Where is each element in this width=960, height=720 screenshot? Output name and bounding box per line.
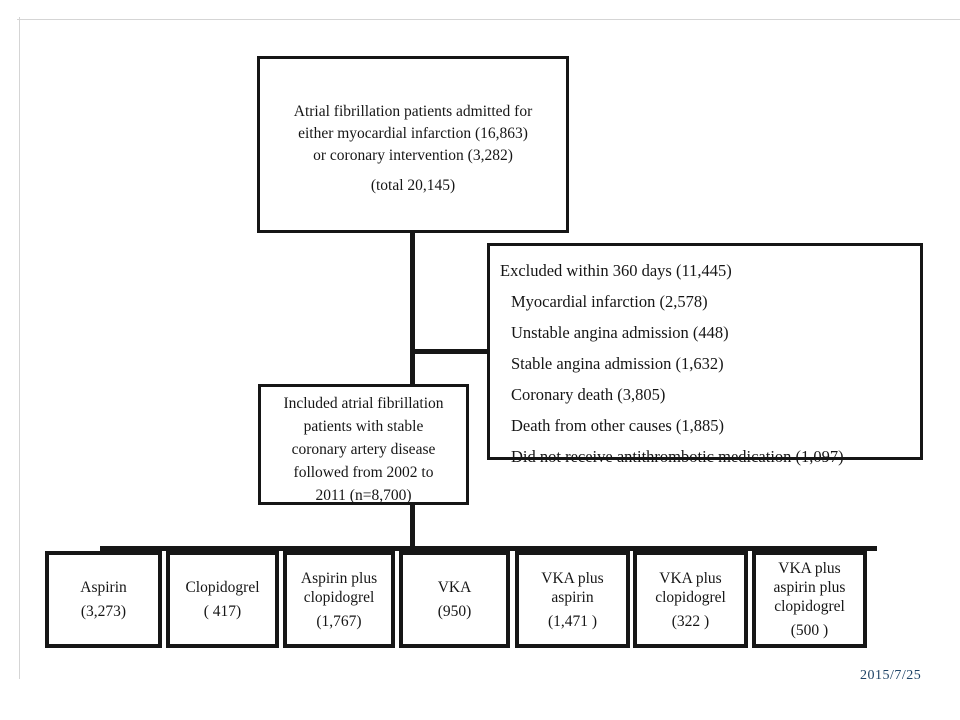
treatment-box-aspirin-clopidogrel [283, 551, 395, 648]
slide-frame-left-border [19, 17, 20, 679]
included-box [258, 384, 469, 505]
excluded-item: Stable angina admission (1,632) [511, 354, 724, 373]
admitted-patients-box [257, 56, 569, 233]
treatment-name: VKA plus aspirin [541, 569, 604, 606]
admitted-line: or coronary intervention (3,282) [313, 147, 513, 164]
treatment-box-vka [399, 551, 510, 648]
slide-frame-top-border [17, 19, 960, 20]
excluded-box [487, 243, 923, 466]
excluded-item: Myocardial infarction (2,578) [511, 292, 708, 311]
excluded-item: Did not receive antithrombotic medication (1,097) [511, 447, 844, 466]
treatment-name: VKA plus clopidogrel [655, 569, 726, 606]
treatment-count: (3,273) [80, 603, 127, 620]
excluded-item: Coronary death (3,805) [511, 385, 666, 404]
connector-excluded-branch [410, 349, 488, 354]
treatment-box-vka-aspirin-clopidogrel [752, 551, 867, 648]
included-line: patients with stable [303, 418, 424, 435]
included-line: 2011 (n=8,700) [315, 487, 412, 504]
treatment-count: (1,767) [316, 612, 362, 630]
included-line: Included atrial fibrillation [283, 395, 444, 412]
treatment-count: (950) [437, 603, 472, 620]
treatment-name: VKA [437, 579, 472, 596]
treatment-box-vka-clopidogrel [633, 551, 748, 648]
included-line: followed from 2002 to [293, 464, 434, 481]
treatment-name: Aspirin [80, 579, 127, 596]
treatment-box-aspirin [45, 551, 162, 648]
connector-mid-stem [410, 503, 415, 548]
included-line: coronary artery disease [291, 441, 436, 458]
excluded-item: Death from other causes (1,885) [511, 416, 725, 435]
treatment-name: Aspirin plus clopidogrel [300, 569, 378, 606]
treatment-name: VKA plus aspirin plus clopidogrel [773, 560, 846, 615]
treatment-count: (1,471 ) [547, 612, 598, 630]
treatment-count: (500 ) [790, 622, 829, 639]
admitted-line: Atrial fibrillation patients admitted for [293, 103, 533, 120]
date-stamp: 2015/7/25 [860, 668, 922, 683]
treatment-count: ( 417) [203, 603, 242, 620]
excluded-item: Unstable angina admission (448) [511, 323, 729, 342]
treatment-box-clopidogrel [166, 551, 279, 648]
treatment-box-vka-aspirin [515, 551, 630, 648]
admitted-total: (total 20,145) [370, 177, 456, 194]
treatment-name: Clopidogrel [185, 579, 260, 596]
connector-top-stem [410, 232, 415, 385]
admitted-line: either myocardial infarction (16,863) [298, 125, 528, 142]
treatment-count: (322 ) [671, 612, 710, 630]
excluded-title: Excluded within 360 days (11,445) [500, 261, 732, 280]
